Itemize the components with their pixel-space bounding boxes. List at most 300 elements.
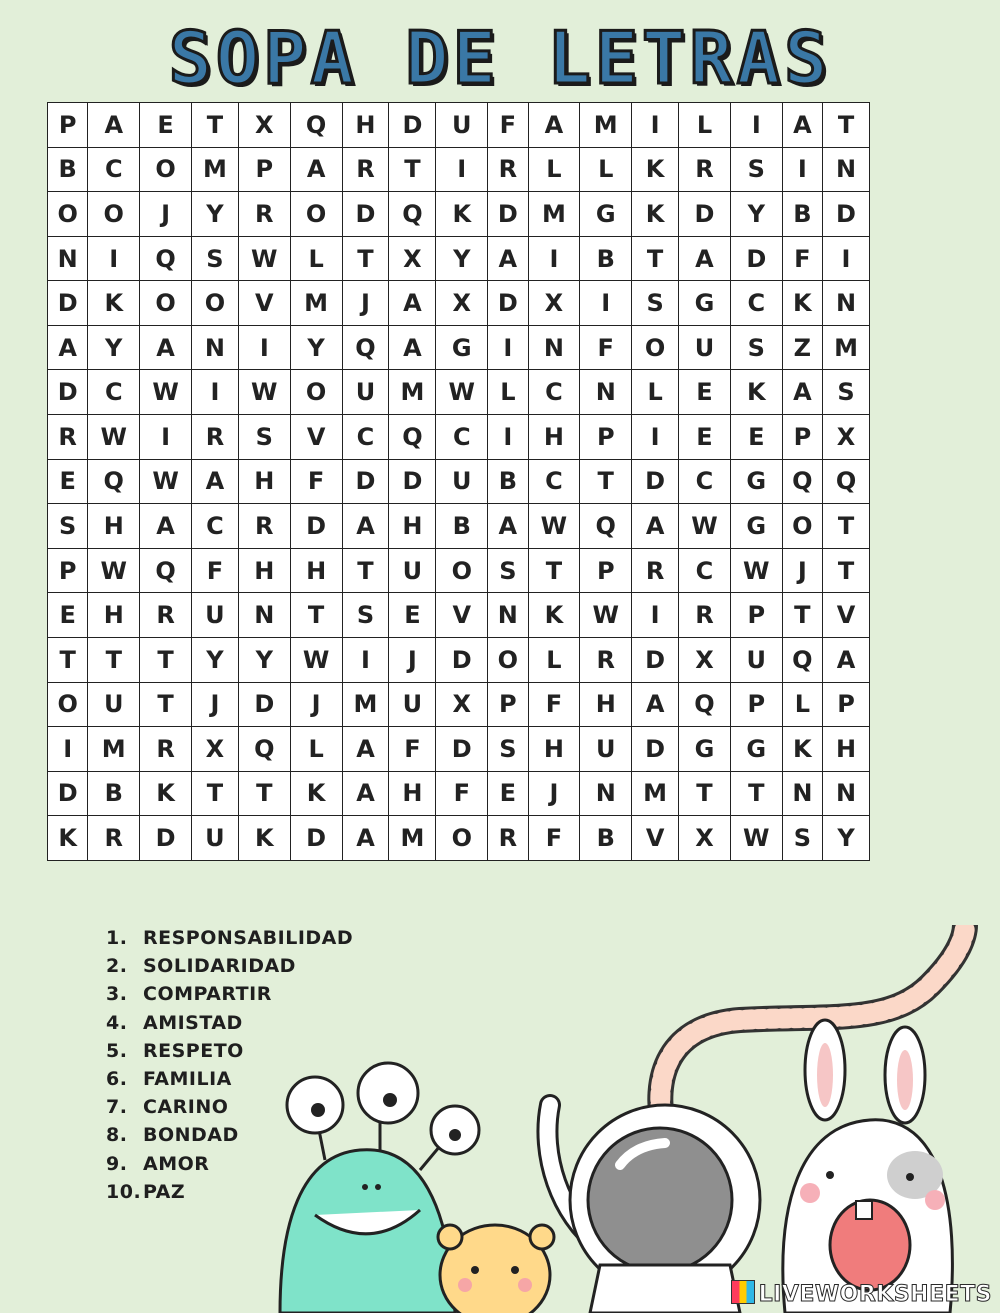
grid-cell[interactable]: V: [823, 593, 870, 638]
grid-cell[interactable]: R: [140, 593, 192, 638]
grid-cell[interactable]: I: [580, 281, 632, 326]
grid-cell[interactable]: A: [389, 325, 436, 370]
grid-cell[interactable]: O: [140, 281, 192, 326]
grid-cell[interactable]: T: [782, 593, 822, 638]
grid-cell[interactable]: C: [342, 415, 389, 460]
grid-cell[interactable]: W: [730, 548, 782, 593]
grid-cell[interactable]: O: [48, 192, 88, 237]
grid-cell[interactable]: V: [290, 415, 342, 460]
grid-cell[interactable]: C: [679, 459, 731, 504]
grid-cell[interactable]: J: [140, 192, 192, 237]
grid-cell[interactable]: T: [823, 548, 870, 593]
grid-cell[interactable]: Q: [342, 325, 389, 370]
grid-cell[interactable]: P: [730, 682, 782, 727]
grid-cell[interactable]: H: [528, 415, 580, 460]
grid-cell[interactable]: W: [88, 548, 140, 593]
grid-cell[interactable]: A: [632, 682, 679, 727]
grid-cell[interactable]: F: [528, 682, 580, 727]
grid-cell[interactable]: M: [632, 771, 679, 816]
grid-cell[interactable]: N: [488, 593, 528, 638]
grid-cell[interactable]: D: [140, 816, 192, 861]
grid-cell[interactable]: V: [632, 816, 679, 861]
grid-cell[interactable]: P: [580, 415, 632, 460]
grid-cell[interactable]: X: [436, 682, 488, 727]
grid-cell[interactable]: S: [730, 325, 782, 370]
grid-cell[interactable]: Y: [730, 192, 782, 237]
grid-cell[interactable]: A: [140, 504, 192, 549]
grid-cell[interactable]: B: [436, 504, 488, 549]
grid-cell[interactable]: K: [290, 771, 342, 816]
grid-cell[interactable]: S: [48, 504, 88, 549]
grid-cell[interactable]: K: [48, 816, 88, 861]
grid-cell[interactable]: H: [88, 593, 140, 638]
grid-cell[interactable]: X: [436, 281, 488, 326]
grid-cell[interactable]: E: [48, 593, 88, 638]
grid-cell[interactable]: N: [823, 281, 870, 326]
grid-cell[interactable]: C: [528, 370, 580, 415]
grid-cell[interactable]: I: [632, 103, 679, 148]
grid-cell[interactable]: H: [389, 771, 436, 816]
grid-cell[interactable]: C: [679, 548, 731, 593]
grid-cell[interactable]: U: [436, 459, 488, 504]
grid-cell[interactable]: I: [632, 415, 679, 460]
grid-cell[interactable]: U: [389, 682, 436, 727]
grid-cell[interactable]: I: [632, 593, 679, 638]
grid-cell[interactable]: F: [436, 771, 488, 816]
grid-cell[interactable]: L: [528, 147, 580, 192]
grid-cell[interactable]: U: [191, 816, 238, 861]
grid-cell[interactable]: T: [389, 147, 436, 192]
grid-cell[interactable]: X: [823, 415, 870, 460]
grid-cell[interactable]: X: [679, 637, 731, 682]
grid-cell[interactable]: D: [342, 192, 389, 237]
grid-cell[interactable]: L: [632, 370, 679, 415]
grid-cell[interactable]: D: [290, 816, 342, 861]
grid-cell[interactable]: G: [730, 727, 782, 772]
grid-cell[interactable]: Q: [290, 103, 342, 148]
grid-cell[interactable]: I: [782, 147, 822, 192]
grid-cell[interactable]: F: [782, 236, 822, 281]
grid-cell[interactable]: H: [528, 727, 580, 772]
grid-cell[interactable]: R: [238, 192, 290, 237]
grid-cell[interactable]: B: [88, 771, 140, 816]
grid-cell[interactable]: S: [238, 415, 290, 460]
grid-cell[interactable]: P: [48, 548, 88, 593]
grid-cell[interactable]: E: [140, 103, 192, 148]
grid-cell[interactable]: G: [730, 504, 782, 549]
grid-cell[interactable]: H: [88, 504, 140, 549]
grid-cell[interactable]: J: [782, 548, 822, 593]
grid-cell[interactable]: W: [580, 593, 632, 638]
grid-row: [48, 236, 870, 281]
grid-cell[interactable]: O: [290, 370, 342, 415]
grid-cell[interactable]: T: [48, 637, 88, 682]
grid-cell[interactable]: T: [191, 771, 238, 816]
grid-cell[interactable]: W: [290, 637, 342, 682]
grid-cell[interactable]: P: [488, 682, 528, 727]
grid-cell[interactable]: A: [679, 236, 731, 281]
grid-cell[interactable]: G: [730, 459, 782, 504]
grid-cell[interactable]: H: [238, 459, 290, 504]
grid-cell[interactable]: S: [823, 370, 870, 415]
grid-cell[interactable]: R: [191, 415, 238, 460]
grid-cell[interactable]: M: [389, 370, 436, 415]
grid-cell[interactable]: D: [823, 192, 870, 237]
grid-cell[interactable]: O: [140, 147, 192, 192]
grid-cell[interactable]: Y: [191, 637, 238, 682]
grid-cell[interactable]: E: [48, 459, 88, 504]
grid-cell[interactable]: S: [730, 147, 782, 192]
grid-cell[interactable]: C: [730, 281, 782, 326]
grid-cell[interactable]: R: [342, 147, 389, 192]
grid-cell[interactable]: K: [782, 281, 822, 326]
grid-cell[interactable]: I: [238, 325, 290, 370]
grid-cell[interactable]: A: [823, 637, 870, 682]
grid-cell[interactable]: I: [191, 370, 238, 415]
grid-cell[interactable]: T: [632, 236, 679, 281]
grid-cell[interactable]: S: [488, 727, 528, 772]
grid-cell[interactable]: R: [238, 504, 290, 549]
grid-cell[interactable]: M: [191, 147, 238, 192]
grid-cell[interactable]: L: [488, 370, 528, 415]
grid-cell[interactable]: Q: [238, 727, 290, 772]
grid-cell[interactable]: M: [290, 281, 342, 326]
grid-cell[interactable]: E: [679, 370, 731, 415]
grid-cell[interactable]: T: [730, 771, 782, 816]
grid-cell[interactable]: D: [632, 727, 679, 772]
grid-cell[interactable]: G: [679, 727, 731, 772]
grid-cell[interactable]: L: [782, 682, 822, 727]
grid-cell[interactable]: P: [238, 147, 290, 192]
grid-cell[interactable]: Y: [290, 325, 342, 370]
grid-cell[interactable]: N: [48, 236, 88, 281]
grid-cell[interactable]: J: [389, 637, 436, 682]
grid-cell[interactable]: R: [679, 147, 731, 192]
grid-cell[interactable]: A: [191, 459, 238, 504]
grid-cell[interactable]: W: [140, 370, 192, 415]
grid-cell[interactable]: T: [140, 637, 192, 682]
grid-cell[interactable]: D: [48, 281, 88, 326]
grid-cell[interactable]: L: [528, 637, 580, 682]
grid-cell[interactable]: K: [88, 281, 140, 326]
grid-cell[interactable]: T: [238, 771, 290, 816]
grid-cell[interactable]: M: [389, 816, 436, 861]
grid-cell[interactable]: C: [88, 370, 140, 415]
grid-cell[interactable]: X: [191, 727, 238, 772]
grid-cell[interactable]: D: [632, 459, 679, 504]
grid-cell[interactable]: U: [436, 103, 488, 148]
grid-cell[interactable]: P: [782, 415, 822, 460]
grid-cell[interactable]: X: [528, 281, 580, 326]
grid-cell[interactable]: C: [436, 415, 488, 460]
grid-cell[interactable]: O: [88, 192, 140, 237]
grid-cell[interactable]: I: [730, 103, 782, 148]
grid-cell[interactable]: K: [238, 816, 290, 861]
grid-cell[interactable]: F: [488, 103, 528, 148]
grid-cell[interactable]: N: [823, 771, 870, 816]
grid-cell[interactable]: V: [436, 593, 488, 638]
word-search-grid: [47, 102, 870, 861]
grid-cell[interactable]: T: [528, 548, 580, 593]
grid-cell[interactable]: M: [580, 103, 632, 148]
grid-cell[interactable]: S: [632, 281, 679, 326]
grid-cell[interactable]: J: [342, 281, 389, 326]
grid-cell[interactable]: K: [730, 370, 782, 415]
grid-cell[interactable]: K: [140, 771, 192, 816]
grid-cell[interactable]: O: [48, 682, 88, 727]
grid-cell[interactable]: P: [48, 103, 88, 148]
grid-cell[interactable]: L: [679, 103, 731, 148]
grid-cell[interactable]: Q: [823, 459, 870, 504]
grid-cell[interactable]: A: [342, 771, 389, 816]
grid-cell[interactable]: N: [580, 370, 632, 415]
grid-cell[interactable]: K: [436, 192, 488, 237]
grid-cell[interactable]: R: [88, 816, 140, 861]
grid-cell[interactable]: I: [140, 415, 192, 460]
grid-cell[interactable]: O: [632, 325, 679, 370]
grid-cell[interactable]: T: [823, 103, 870, 148]
grid-cell[interactable]: A: [782, 370, 822, 415]
word-text: PAZ: [143, 1180, 186, 1203]
word-number: 8.: [106, 1124, 128, 1147]
grid-cell[interactable]: T: [342, 548, 389, 593]
grid-cell[interactable]: A: [88, 103, 140, 148]
grid-cell[interactable]: A: [140, 325, 192, 370]
grid-cell[interactable]: F: [191, 548, 238, 593]
grid-cell[interactable]: H: [238, 548, 290, 593]
grid-cell[interactable]: W: [730, 816, 782, 861]
grid-cell[interactable]: E: [730, 415, 782, 460]
grid-cell[interactable]: T: [191, 103, 238, 148]
grid-cell[interactable]: Y: [823, 816, 870, 861]
grid-cell[interactable]: K: [632, 192, 679, 237]
grid-cell[interactable]: W: [140, 459, 192, 504]
grid-cell[interactable]: D: [389, 103, 436, 148]
grid-cell[interactable]: I: [342, 637, 389, 682]
grid-cell[interactable]: N: [238, 593, 290, 638]
grid-cell[interactable]: H: [823, 727, 870, 772]
grid-cell[interactable]: O: [436, 816, 488, 861]
grid-cell[interactable]: D: [48, 370, 88, 415]
grid-cell[interactable]: K: [528, 593, 580, 638]
grid-cell[interactable]: T: [580, 459, 632, 504]
grid-cell[interactable]: H: [580, 682, 632, 727]
grid-cell[interactable]: A: [389, 281, 436, 326]
grid-cell[interactable]: A: [632, 504, 679, 549]
grid-cell[interactable]: T: [290, 593, 342, 638]
grid-cell[interactable]: O: [191, 281, 238, 326]
grid-cell[interactable]: A: [528, 103, 580, 148]
grid-cell[interactable]: B: [580, 236, 632, 281]
grid-cell[interactable]: X: [238, 103, 290, 148]
grid-cell[interactable]: U: [389, 548, 436, 593]
grid-row: [48, 727, 870, 772]
grid-cell[interactable]: B: [48, 147, 88, 192]
grid-cell[interactable]: H: [342, 103, 389, 148]
grid-cell[interactable]: R: [488, 147, 528, 192]
grid-cell[interactable]: D: [48, 771, 88, 816]
grid-cell[interactable]: A: [342, 816, 389, 861]
grid-cell[interactable]: Q: [782, 637, 822, 682]
grid-cell[interactable]: F: [580, 325, 632, 370]
grid-cell[interactable]: T: [342, 236, 389, 281]
grid-cell[interactable]: W: [436, 370, 488, 415]
grid-cell[interactable]: Y: [436, 236, 488, 281]
grid-cell[interactable]: N: [823, 147, 870, 192]
grid-cell[interactable]: I: [528, 236, 580, 281]
grid-cell[interactable]: K: [632, 147, 679, 192]
grid-cell[interactable]: K: [782, 727, 822, 772]
grid-cell[interactable]: D: [389, 459, 436, 504]
grid-cell[interactable]: I: [823, 236, 870, 281]
grid-cell[interactable]: F: [389, 727, 436, 772]
grid-cell[interactable]: P: [823, 682, 870, 727]
grid-cell[interactable]: M: [528, 192, 580, 237]
grid-cell[interactable]: J: [290, 682, 342, 727]
grid-cell[interactable]: M: [88, 727, 140, 772]
grid-cell[interactable]: I: [436, 147, 488, 192]
grid-cell[interactable]: O: [290, 192, 342, 237]
grid-cell[interactable]: B: [488, 459, 528, 504]
grid-cell[interactable]: U: [730, 637, 782, 682]
grid-cell[interactable]: N: [782, 771, 822, 816]
grid-cell[interactable]: D: [290, 504, 342, 549]
grid-cell[interactable]: L: [290, 727, 342, 772]
grid-cell[interactable]: G: [679, 281, 731, 326]
grid-cell[interactable]: L: [580, 147, 632, 192]
grid-cell[interactable]: R: [679, 593, 731, 638]
grid-cell[interactable]: P: [580, 548, 632, 593]
grid-cell[interactable]: B: [580, 816, 632, 861]
grid-cell[interactable]: I: [488, 415, 528, 460]
grid-cell[interactable]: A: [488, 504, 528, 549]
grid-cell[interactable]: C: [88, 147, 140, 192]
grid-cell[interactable]: M: [342, 682, 389, 727]
grid-cell[interactable]: I: [88, 236, 140, 281]
grid-cell[interactable]: O: [436, 548, 488, 593]
grid-cell[interactable]: S: [488, 548, 528, 593]
grid-cell[interactable]: A: [782, 103, 822, 148]
word-number: 5.: [106, 1039, 128, 1062]
grid-cell[interactable]: D: [488, 281, 528, 326]
grid-cell[interactable]: S: [782, 816, 822, 861]
grid-cell[interactable]: I: [48, 727, 88, 772]
grid-cell[interactable]: A: [342, 504, 389, 549]
grid-cell[interactable]: F: [290, 459, 342, 504]
grid-cell[interactable]: D: [488, 192, 528, 237]
grid-cell[interactable]: A: [290, 147, 342, 192]
word-number: 6.: [106, 1067, 128, 1090]
grid-cell[interactable]: D: [342, 459, 389, 504]
grid-cell[interactable]: Z: [782, 325, 822, 370]
grid-cell[interactable]: S: [342, 593, 389, 638]
grid-cell[interactable]: D: [679, 192, 731, 237]
grid-cell[interactable]: U: [342, 370, 389, 415]
grid-cell[interactable]: U: [191, 593, 238, 638]
grid-cell[interactable]: U: [88, 682, 140, 727]
grid-row: [48, 504, 870, 549]
grid-cell[interactable]: Y: [238, 637, 290, 682]
grid-cell[interactable]: W: [238, 370, 290, 415]
grid-cell[interactable]: N: [191, 325, 238, 370]
grid-cell[interactable]: Q: [88, 459, 140, 504]
grid-cell[interactable]: A: [488, 236, 528, 281]
grid-cell[interactable]: D: [436, 727, 488, 772]
grid-cell[interactable]: Q: [140, 236, 192, 281]
grid-cell[interactable]: N: [528, 325, 580, 370]
grid-cell[interactable]: W: [528, 504, 580, 549]
grid-cell[interactable]: Y: [191, 192, 238, 237]
grid-cell[interactable]: W: [238, 236, 290, 281]
grid-cell[interactable]: H: [290, 548, 342, 593]
grid-cell[interactable]: Q: [389, 192, 436, 237]
grid-cell[interactable]: T: [88, 637, 140, 682]
grid-cell[interactable]: R: [632, 548, 679, 593]
grid-cell[interactable]: D: [730, 236, 782, 281]
grid-cell[interactable]: X: [389, 236, 436, 281]
grid-cell[interactable]: I: [488, 325, 528, 370]
grid-cell[interactable]: B: [782, 192, 822, 237]
grid-cell[interactable]: Q: [389, 415, 436, 460]
grid-cell[interactable]: H: [389, 504, 436, 549]
grid-cell[interactable]: O: [488, 637, 528, 682]
grid-cell[interactable]: N: [580, 771, 632, 816]
brand-logo: [731, 1280, 992, 1307]
grid-cell[interactable]: T: [679, 771, 731, 816]
grid-cell[interactable]: D: [436, 637, 488, 682]
grid-cell[interactable]: G: [580, 192, 632, 237]
grid-cell[interactable]: V: [238, 281, 290, 326]
grid-cell[interactable]: S: [191, 236, 238, 281]
grid-cell[interactable]: U: [679, 325, 731, 370]
word-text: RESPETO: [143, 1039, 244, 1062]
grid-cell[interactable]: T: [823, 504, 870, 549]
grid-cell[interactable]: Q: [140, 548, 192, 593]
grid-cell[interactable]: R: [48, 415, 88, 460]
grid-cell[interactable]: D: [238, 682, 290, 727]
grid-cell[interactable]: J: [528, 771, 580, 816]
grid-cell[interactable]: C: [191, 504, 238, 549]
grid-cell[interactable]: D: [632, 637, 679, 682]
grid-cell[interactable]: O: [782, 504, 822, 549]
grid-cell[interactable]: C: [528, 459, 580, 504]
grid-cell[interactable]: Q: [679, 682, 731, 727]
grid-cell[interactable]: R: [488, 816, 528, 861]
grid-cell[interactable]: E: [679, 415, 731, 460]
grid-cell[interactable]: T: [140, 682, 192, 727]
grid-cell[interactable]: G: [436, 325, 488, 370]
grid-cell[interactable]: W: [679, 504, 731, 549]
grid-cell[interactable]: J: [191, 682, 238, 727]
grid-cell[interactable]: E: [389, 593, 436, 638]
grid-cell[interactable]: R: [580, 637, 632, 682]
grid-cell[interactable]: W: [88, 415, 140, 460]
grid-cell[interactable]: Y: [88, 325, 140, 370]
grid-cell[interactable]: A: [342, 727, 389, 772]
grid-cell[interactable]: Q: [580, 504, 632, 549]
grid-cell[interactable]: L: [290, 236, 342, 281]
grid-cell[interactable]: M: [823, 325, 870, 370]
grid-cell[interactable]: Q: [782, 459, 822, 504]
grid-cell[interactable]: U: [580, 727, 632, 772]
grid-cell[interactable]: E: [488, 771, 528, 816]
grid-cell[interactable]: F: [528, 816, 580, 861]
grid-row: [48, 682, 870, 727]
grid-cell[interactable]: A: [48, 325, 88, 370]
grid-cell[interactable]: R: [140, 727, 192, 772]
grid-cell[interactable]: X: [679, 816, 731, 861]
grid-cell[interactable]: P: [730, 593, 782, 638]
